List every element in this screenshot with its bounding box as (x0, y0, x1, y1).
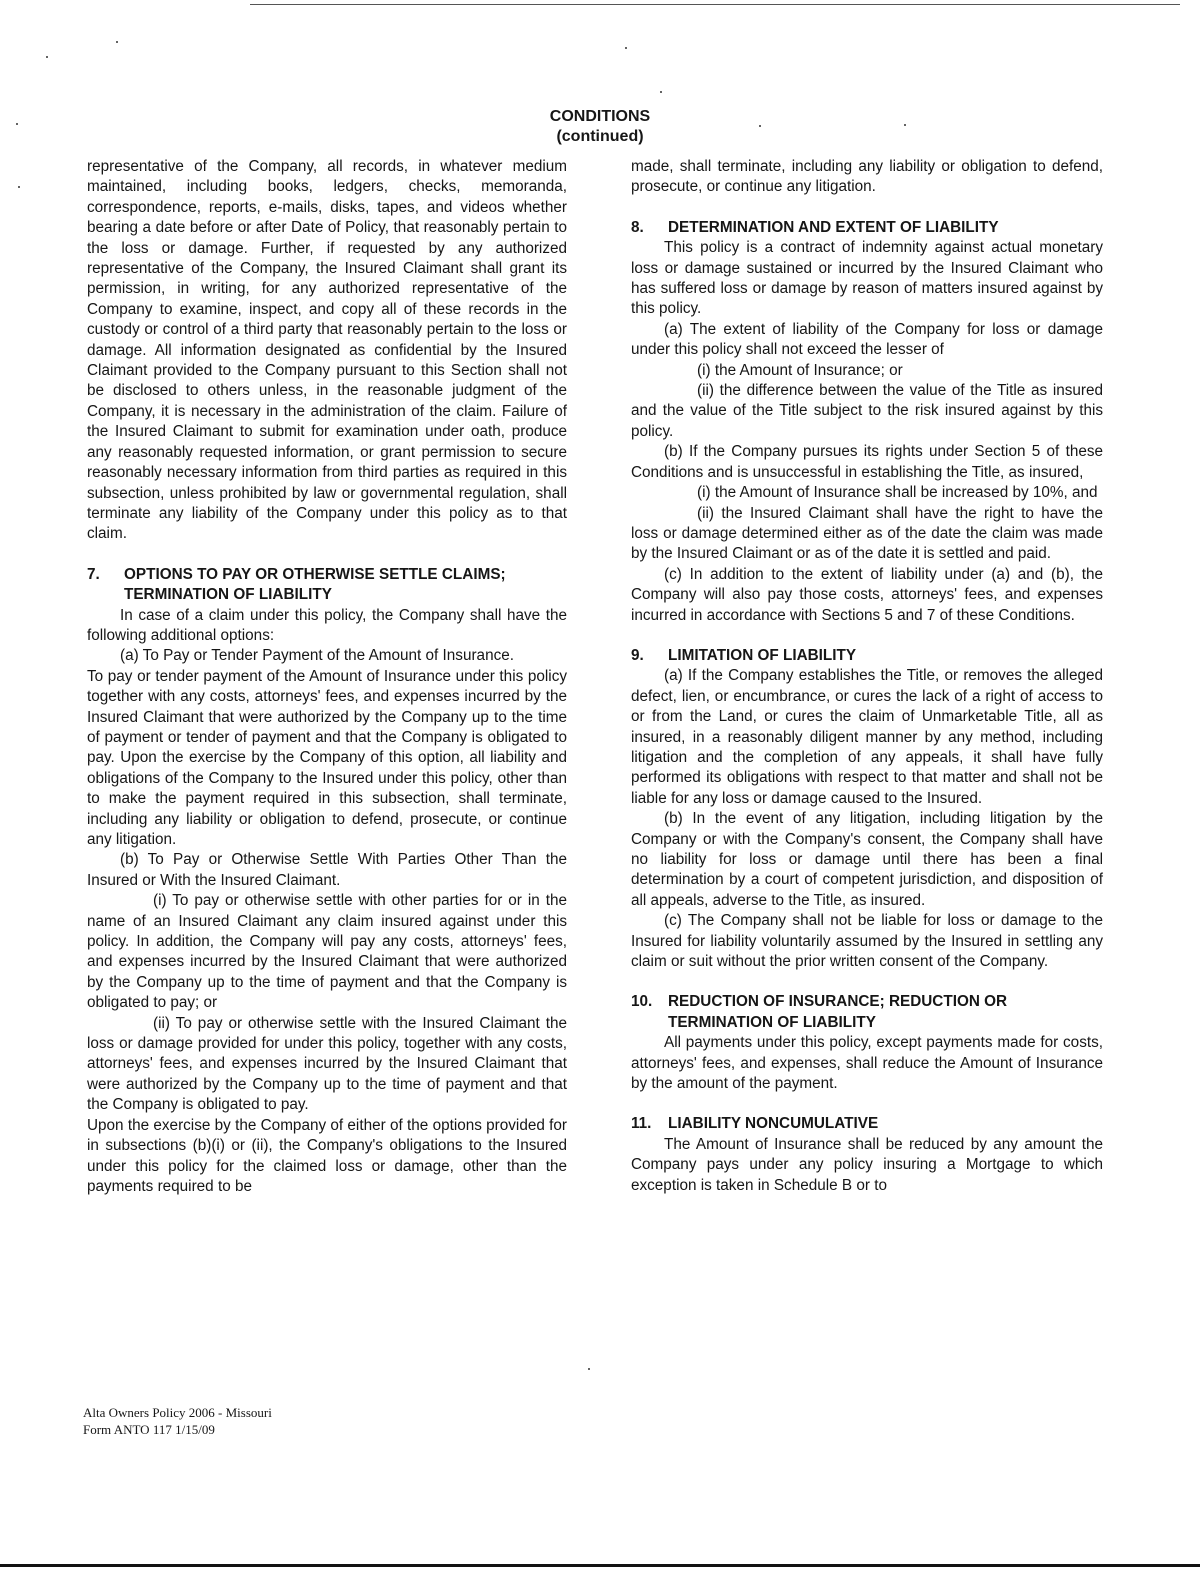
header-title: CONDITIONS (549, 108, 651, 125)
section-9-c: (c) The Company shall not be liable for loss or damage to the Insured for liability voluntarily assumed by the Insured in settling any claim or suit without the prior written consent of the Company. (631, 912, 1103, 971)
page-footer (83, 1404, 272, 1438)
section-number: 10. (631, 993, 653, 1011)
scan-speck (46, 56, 48, 58)
section-10-heading (631, 992, 1103, 1033)
top-rule (250, 4, 1180, 5)
section-8-a-ii: (ii) the difference between the value of the Title as insured and the value of the Title subject to the risk insured against by this policy. (631, 382, 1103, 440)
bottom-rule (0, 1564, 1200, 1567)
section-7-a-body: To pay or tender payment of the Amount of Insurance under this policy together with any costs, attorneys' fees, and expenses incurred by the Insured Claimant that were authorized by the Company up to the time of payment or tender of payment and that the Company is obligated to pay. Upon the exercise by the Company of this option, all liability and obligations of the Company to the Insured under this policy, other than to make the payment required in this subsection, shall terminate, including any liability or obligation to defend, prosecute, or continue any litigation. (87, 667, 567, 848)
section-8-c: (c) In addition to the extent of liability under (a) and (b), the Company will also pay those costs, attorneys' fees, and expenses incurred in accordance with Sections 5 and 7 of these Conditions. (631, 565, 1103, 624)
footer-form-number: Form ANTO 117 1/15/09 (83, 1422, 215, 1437)
section-8-b-ii: (ii) the Insured Claimant shall have the right to have the loss or damage determined either as of the date the claim was made by the Insured Claimant or as of the date it is settled and paid. (631, 504, 1103, 563)
left-column (87, 157, 567, 1197)
section-number: 11. (631, 1115, 652, 1133)
footer-policy-name: Alta Owners Policy 2006 - Missouri (83, 1405, 272, 1420)
continued-paragraph: representative of the Company, all records, in whatever medium maintained, including books, ledgers, checks, memoranda, correspondence, reports, e-mails, disks, tapes, and videos whether bearing a date before or after Date of Policy, that reasonably pertain to the loss or damage. Further, if requested by any authorized representative of the Company, the Insured Claimant shall grant its permission, in writing, for any authorized representative of the Company to examine, inspect, and copy all of these records in the custody or control of a third party that reasonably pertain to the loss or damage. All information designated as confidential by the Insured Claimant provided to the Company pursuant to this Section shall not be disclosed to others unless, in the reasonable judgment of the Company, it is necessary in the administration of the claim. Failure of the Insured Claimant to submit for examination under oath, produce any reasonably requested information, or grant permission to secure reasonably necessary information from third parties as required in this subsection, unless prohibited by law or governmental regulation, shall terminate any liability of the Company under this policy as to that claim. (87, 158, 567, 543)
section-7-closing: Upon the exercise by the Company of either of the options provided for in subsections (b)(i) or (ii), the Company's obligations to the Insured under this policy for the claimed loss or damage, other than the payments required to be (87, 1116, 567, 1195)
section-number: 7. (87, 565, 100, 583)
section-9-heading (631, 646, 1103, 666)
scan-speck (660, 91, 662, 93)
section-7-a-heading: (a) To Pay or Tender Payment of the Amount of Insurance. (120, 647, 514, 665)
section-number: 8. (631, 218, 644, 236)
section-8-b-i: (i) the Amount of Insurance shall be increased by 10%, and (697, 484, 1098, 502)
section-title: LIMITATION OF LIABILITY (668, 646, 857, 664)
section-title: OPTIONS TO PAY OR OTHERWISE SETTLE CLAIMS; TERMINATION OF LIABILITY (124, 565, 506, 604)
section-8-intro: This policy is a contract of indemnity against actual monetary loss or damage sustained or incurred by the Insured Claimant who has suffered loss or damage by reason of matters insured against by this policy. (631, 239, 1103, 318)
section-7-b-heading: (b) To Pay or Otherwise Settle With Parties Other Than the Insured or With the Insured Claimant. (87, 851, 567, 889)
header-subtitle: (continued) (556, 128, 644, 145)
section-11-heading (631, 1114, 1103, 1134)
section-title: DETERMINATION AND EXTENT OF LIABILITY (668, 218, 999, 236)
section-8-a: (a) The extent of liability of the Company for loss or damage under this policy shall not exceed the lesser of (631, 320, 1103, 359)
section-7-heading (87, 565, 567, 606)
right-column (631, 157, 1103, 1196)
scan-speck (625, 47, 627, 49)
scan-speck (116, 41, 118, 43)
section-7-b-ii: (ii) To pay or otherwise settle with the Insured Claimant the loss or damage provided for under this policy, together with any costs, attorneys' fees, and expenses incurred by the Insured Claimant that were authorized by the Company up to the time of payment and that the Company is obligated to pay. (87, 1014, 567, 1114)
scan-speck (588, 1368, 590, 1370)
section-9-b: (b) In the event of any litigation, including litigation by the Company or with the Company's consent, the Company shall have no liability for loss or damage until there has been a final determination by a court of competent jurisdiction, and disposition of all appeals, adverse to the Title, as insured. (631, 810, 1103, 909)
section-title: REDUCTION OF INSURANCE; REDUCTION OR TERMINATION OF LIABILITY (668, 993, 1008, 1031)
section-7-intro: In case of a claim under this policy, the Company shall have the following additional options: (87, 606, 567, 644)
section-8-a-i: (i) the Amount of Insurance; or (697, 361, 903, 379)
section-11-body: The Amount of Insurance shall be reduced by any amount the Company pays under any policy insuring a Mortgage to which exception is taken in Schedule B or to (631, 1135, 1103, 1194)
section-title: LIABILITY NONCUMULATIVE (668, 1115, 879, 1133)
section-7-b-i: (i) To pay or otherwise settle with other parties for or in the name of an Insured Claimant any claim insured against under this policy. In addition, the Company will pay any costs, attorneys' fees, and expenses incurred by the Insured Claimant that were authorized by the Company up to the time of payment and that the Company is obligated to pay; or (87, 892, 567, 1012)
section-8-heading (631, 218, 1103, 238)
scan-speck (18, 186, 20, 188)
section-9-a: (a) If the Company establishes the Title, or removes the alleged defect, lien, or encumbrance, or cures the lack of a right of access to or from the Land, or cures the claim of Unmarketable Title, all as insured, in a reasonably diligent manner by any method, including litigation and the completion of any appeals, it shall have fully performed its obligations with respect to that matter and shall not be liable for any loss or damage caused to the Insured. (631, 667, 1103, 807)
section-number: 9. (631, 646, 644, 664)
continued-paragraph: made, shall terminate, including any liability or obligation to defend, prosecute, or continue any litigation. (631, 158, 1103, 196)
section-8-b: (b) If the Company pursues its rights under Section 5 of these Conditions and is unsuccessful in establishing the Title, as insured, (631, 443, 1103, 481)
page-header (0, 107, 1200, 147)
section-10-body: All payments under this policy, except payments made for costs, attorneys' fees, and expenses, shall reduce the Amount of Insurance by the amount of the payment. (631, 1034, 1103, 1093)
